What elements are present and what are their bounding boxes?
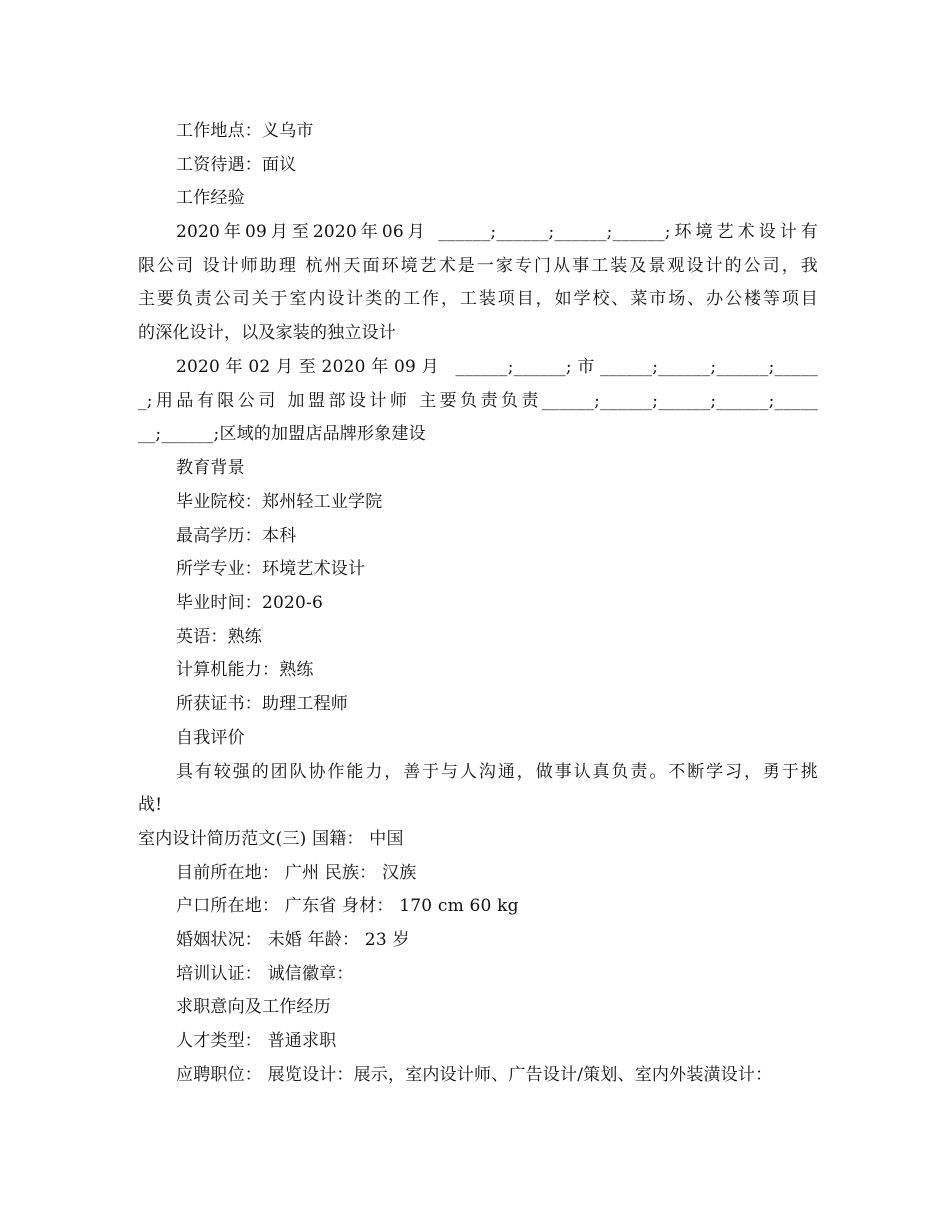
- section-heading-work-experience: 工作经验: [176, 188, 245, 208]
- experience-2-line-3: __;______;区域的加盟店品牌形象建设: [138, 424, 426, 444]
- graduation-date: 毕业时间：2020-6: [176, 593, 324, 613]
- experience-1-line-3: 主要负责公司关于室内设计类的工作，工装项目，如学校、菜市场、办公楼等项目: [138, 289, 818, 309]
- experience-1-line-4: 的深化设计，以及家装的独立设计: [138, 323, 396, 343]
- resume-sample-title: 室内设计简历范文(三) 国籍： 中国: [138, 829, 404, 849]
- major: 所学专业：环境艺术设计: [176, 559, 366, 579]
- self-evaluation-line-2: 战!: [138, 795, 163, 815]
- marital-status: 婚姻状况： 未婚 年龄： 23 岁: [176, 930, 410, 950]
- household-registration: 户口所在地： 广东省 身材： 170 cm 60 kg: [176, 896, 519, 916]
- experience-1-line-2: 限公司 设计师助理 杭州天面环境艺术是一家专门从事工装及景观设计的公司，我: [138, 256, 818, 276]
- applied-position: 应聘职位： 展览设计：展示，室内设计师、广告设计/策划、室内外装潢设计：: [176, 1065, 773, 1085]
- work-location: 工作地点：义乌市: [176, 121, 314, 141]
- experience-1-line-1: 2020年09月至2020年06月 ______;______;______;______;环境艺术设计有: [176, 222, 818, 242]
- computer-skill: 计算机能力：熟练: [176, 660, 314, 680]
- certificates: 所获证书：助理工程师: [176, 694, 348, 714]
- section-heading-education: 教育背景: [176, 458, 245, 478]
- salary: 工资待遇：面议: [176, 155, 297, 175]
- experience-2-line-1: 2020年02月至2020年09月 ______;______;市______;______;______;_____: [176, 357, 818, 377]
- section-heading-self-evaluation: 自我评价: [176, 728, 245, 748]
- highest-degree: 最高学历：本科: [176, 526, 297, 546]
- self-evaluation-line-1: 具有较强的团队协作能力，善于与人沟通，做事认真负责。不断学习，勇于挑: [176, 762, 818, 782]
- english-level: 英语：熟练: [176, 627, 262, 647]
- current-location: 目前所在地： 广州 民族： 汉族: [176, 863, 417, 883]
- section-heading-job-intention: 求职意向及工作经历: [176, 997, 331, 1017]
- talent-type: 人才类型： 普通求职: [176, 1031, 337, 1051]
- experience-2-line-2: _;用品有限公司 加盟部设计师 主要负责负责______;______;______;______;_____: [138, 391, 818, 411]
- graduated-school: 毕业院校：郑州轻工业学院: [176, 492, 383, 512]
- training-certification: 培训认证： 诚信徽章：: [176, 964, 354, 984]
